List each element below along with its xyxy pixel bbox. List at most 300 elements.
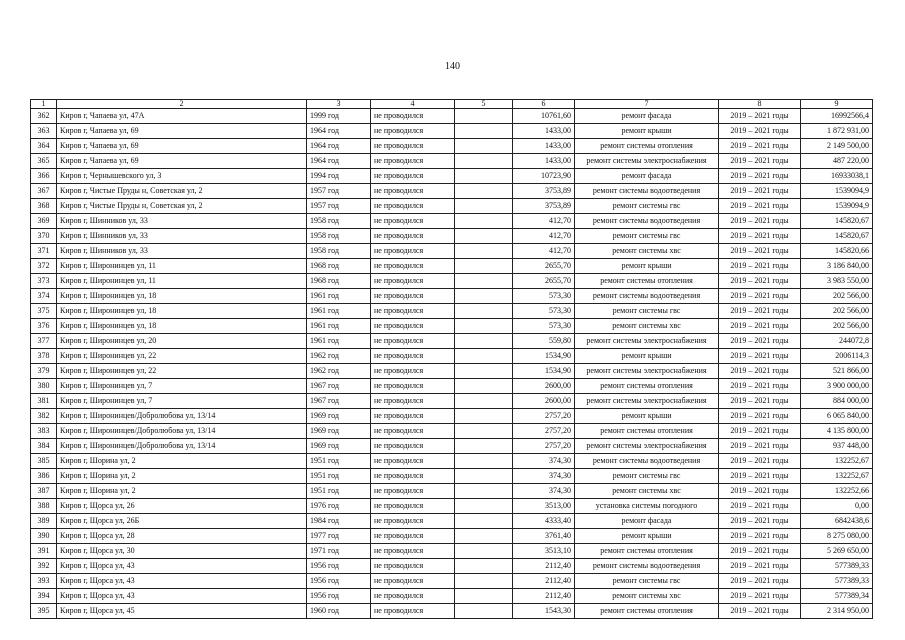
area-cell: 2757,20 (513, 439, 575, 454)
work-type-cell: ремонт системы хвс (575, 319, 719, 334)
table-row (31, 559, 873, 574)
period-cell: 2019 – 2021 годы (719, 544, 801, 559)
table-row (31, 229, 873, 244)
year-built-cell: 1964 год (307, 139, 371, 154)
cost-cell: 3 983 550,00 (801, 274, 873, 289)
address-cell: Киров г, Чапаева ул, 69 (57, 139, 307, 154)
cost-cell: 2006114,3 (801, 349, 873, 364)
work-type-cell: ремонт системы электроснабжения (575, 154, 719, 169)
area-cell: 10761,60 (513, 109, 575, 124)
area-cell: 374,30 (513, 469, 575, 484)
year-built-cell: 1977 год (307, 529, 371, 544)
work-type-cell: установка системы погодного (575, 499, 719, 514)
last-repair-cell: не проводился (371, 424, 455, 439)
work-type-cell: ремонт системы отопления (575, 544, 719, 559)
empty-cell (455, 124, 513, 139)
year-built-cell: 1956 год (307, 589, 371, 604)
work-type-cell: ремонт фасада (575, 169, 719, 184)
table-row (31, 289, 873, 304)
year-built-cell: 1957 год (307, 199, 371, 214)
year-built-cell: 1964 год (307, 154, 371, 169)
area-cell: 573,30 (513, 304, 575, 319)
period-cell: 2019 – 2021 годы (719, 229, 801, 244)
row-number-cell: 379 (31, 364, 57, 379)
period-cell: 2019 – 2021 годы (719, 259, 801, 274)
table-row (31, 304, 873, 319)
period-cell: 2019 – 2021 годы (719, 454, 801, 469)
area-cell: 2655,70 (513, 274, 575, 289)
year-built-cell: 1951 год (307, 454, 371, 469)
period-cell: 2019 – 2021 годы (719, 529, 801, 544)
last-repair-cell: не проводился (371, 394, 455, 409)
year-built-cell: 1969 год (307, 439, 371, 454)
last-repair-cell: не проводился (371, 529, 455, 544)
cost-cell: 487 220,00 (801, 154, 873, 169)
cost-cell: 16933038,1 (801, 169, 873, 184)
last-repair-cell: не проводился (371, 259, 455, 274)
last-repair-cell: не проводился (371, 604, 455, 619)
area-cell: 573,30 (513, 319, 575, 334)
row-number-cell: 387 (31, 484, 57, 499)
year-built-cell: 1958 год (307, 229, 371, 244)
cost-cell: 145820,67 (801, 214, 873, 229)
empty-cell (455, 304, 513, 319)
address-cell: Киров г, Шорина ул, 2 (57, 469, 307, 484)
last-repair-cell: не проводился (371, 169, 455, 184)
area-cell: 559,80 (513, 334, 575, 349)
period-cell: 2019 – 2021 годы (719, 499, 801, 514)
year-built-cell: 1956 год (307, 574, 371, 589)
period-cell: 2019 – 2021 годы (719, 394, 801, 409)
table-row (31, 259, 873, 274)
area-cell: 3513,00 (513, 499, 575, 514)
column-header: 6 (513, 100, 575, 109)
year-built-cell: 1958 год (307, 244, 371, 259)
year-built-cell: 1968 год (307, 259, 371, 274)
row-number-cell: 385 (31, 454, 57, 469)
last-repair-cell: не проводился (371, 379, 455, 394)
period-cell: 2019 – 2021 годы (719, 604, 801, 619)
year-built-cell: 1976 год (307, 499, 371, 514)
work-type-cell: ремонт системы отопления (575, 424, 719, 439)
empty-cell (455, 559, 513, 574)
period-cell: 2019 – 2021 годы (719, 439, 801, 454)
area-cell: 3761,40 (513, 529, 575, 544)
period-cell: 2019 – 2021 годы (719, 364, 801, 379)
address-cell: Киров г, Широнинцев ул, 7 (57, 394, 307, 409)
row-number-cell: 367 (31, 184, 57, 199)
area-cell: 1433,00 (513, 124, 575, 139)
work-type-cell: ремонт системы гвс (575, 199, 719, 214)
area-cell: 2112,40 (513, 589, 575, 604)
year-built-cell: 1968 год (307, 274, 371, 289)
empty-cell (455, 424, 513, 439)
table-body (31, 109, 873, 619)
last-repair-cell: не проводился (371, 139, 455, 154)
empty-cell (455, 469, 513, 484)
area-cell: 10723,90 (513, 169, 575, 184)
last-repair-cell: не проводился (371, 409, 455, 424)
cost-cell: 132252,67 (801, 469, 873, 484)
empty-cell (455, 439, 513, 454)
table-row (31, 604, 873, 619)
last-repair-cell: не проводился (371, 289, 455, 304)
cost-cell: 202 566,00 (801, 319, 873, 334)
cost-cell: 8 275 080,00 (801, 529, 873, 544)
last-repair-cell: не проводился (371, 199, 455, 214)
row-number-cell: 370 (31, 229, 57, 244)
column-header: 5 (455, 100, 513, 109)
cost-cell: 6 065 840,00 (801, 409, 873, 424)
work-type-cell: ремонт фасада (575, 109, 719, 124)
cost-cell: 132252,66 (801, 484, 873, 499)
area-cell: 2600,00 (513, 394, 575, 409)
cost-cell: 145820,67 (801, 229, 873, 244)
work-type-cell: ремонт системы отопления (575, 604, 719, 619)
work-type-cell: ремонт системы электроснабжения (575, 334, 719, 349)
address-cell: Киров г, Чапаева ул, 47А (57, 109, 307, 124)
period-cell: 2019 – 2021 годы (719, 409, 801, 424)
year-built-cell: 1961 год (307, 289, 371, 304)
last-repair-cell: не проводился (371, 484, 455, 499)
cost-cell: 937 448,00 (801, 439, 873, 454)
last-repair-cell: не проводился (371, 124, 455, 139)
row-number-cell: 362 (31, 109, 57, 124)
period-cell: 2019 – 2021 годы (719, 154, 801, 169)
row-number-cell: 376 (31, 319, 57, 334)
area-cell: 2112,40 (513, 574, 575, 589)
address-cell: Киров г, Шорина ул, 2 (57, 454, 307, 469)
area-cell: 412,70 (513, 229, 575, 244)
address-cell: Киров г, Широнинцев ул, 22 (57, 349, 307, 364)
last-repair-cell: не проводился (371, 544, 455, 559)
address-cell: Киров г, Чистые Пруды н, Советская ул, 2 (57, 199, 307, 214)
work-type-cell: ремонт системы отопления (575, 379, 719, 394)
address-cell: Киров г, Щорса ул, 26 (57, 499, 307, 514)
work-type-cell: ремонт системы электроснабжения (575, 364, 719, 379)
area-cell: 2757,20 (513, 424, 575, 439)
empty-cell (455, 349, 513, 364)
column-header: 4 (371, 100, 455, 109)
row-number-cell: 374 (31, 289, 57, 304)
empty-cell (455, 274, 513, 289)
year-built-cell: 1951 год (307, 484, 371, 499)
cost-cell: 3 900 000,00 (801, 379, 873, 394)
work-type-cell: ремонт системы водоотведения (575, 559, 719, 574)
last-repair-cell: не проводился (371, 559, 455, 574)
row-number-cell: 364 (31, 139, 57, 154)
empty-cell (455, 364, 513, 379)
period-cell: 2019 – 2021 годы (719, 184, 801, 199)
cost-cell: 577389,33 (801, 574, 873, 589)
work-type-cell: ремонт крыши (575, 529, 719, 544)
row-number-cell: 392 (31, 559, 57, 574)
address-cell: Киров г, Чернышевского ул, 3 (57, 169, 307, 184)
empty-cell (455, 184, 513, 199)
row-number-cell: 378 (31, 349, 57, 364)
address-cell: Киров г, Широнинцев/Добролюбова ул, 13/14 (57, 439, 307, 454)
table-row (31, 364, 873, 379)
year-built-cell: 1964 год (307, 124, 371, 139)
last-repair-cell: не проводился (371, 109, 455, 124)
work-type-cell: ремонт системы хвс (575, 589, 719, 604)
address-cell: Киров г, Щорса ул, 45 (57, 604, 307, 619)
cost-cell: 5 269 650,00 (801, 544, 873, 559)
table-row (31, 379, 873, 394)
empty-cell (455, 574, 513, 589)
period-cell: 2019 – 2021 годы (719, 574, 801, 589)
area-cell: 2655,70 (513, 259, 575, 274)
area-cell: 1534,90 (513, 349, 575, 364)
year-built-cell: 1962 год (307, 349, 371, 364)
address-cell: Киров г, Широнинцев ул, 18 (57, 319, 307, 334)
area-cell: 2112,40 (513, 559, 575, 574)
work-type-cell: ремонт системы гвс (575, 229, 719, 244)
table-row (31, 184, 873, 199)
cost-cell: 1 872 931,00 (801, 124, 873, 139)
table-row (31, 499, 873, 514)
table-header-row (31, 100, 873, 109)
empty-cell (455, 169, 513, 184)
cost-cell: 4 135 800,00 (801, 424, 873, 439)
area-cell: 3753,89 (513, 184, 575, 199)
address-cell: Киров г, Шорина ул, 2 (57, 484, 307, 499)
empty-cell (455, 229, 513, 244)
last-repair-cell: не проводился (371, 364, 455, 379)
address-cell: Киров г, Щорса ул, 43 (57, 574, 307, 589)
area-cell: 3753,89 (513, 199, 575, 214)
work-type-cell: ремонт крыши (575, 409, 719, 424)
period-cell: 2019 – 2021 годы (719, 274, 801, 289)
area-cell: 1433,00 (513, 154, 575, 169)
empty-cell (455, 154, 513, 169)
year-built-cell: 1951 год (307, 469, 371, 484)
address-cell: Киров г, Щорса ул, 26Б (57, 514, 307, 529)
last-repair-cell: не проводился (371, 574, 455, 589)
table-row (31, 544, 873, 559)
address-cell: Киров г, Широнинцев ул, 22 (57, 364, 307, 379)
last-repair-cell: не проводился (371, 229, 455, 244)
row-number-cell: 391 (31, 544, 57, 559)
row-number-cell: 363 (31, 124, 57, 139)
table-row (31, 484, 873, 499)
row-number-cell: 384 (31, 439, 57, 454)
work-type-cell: ремонт системы гвс (575, 469, 719, 484)
year-built-cell: 1961 год (307, 334, 371, 349)
row-number-cell: 386 (31, 469, 57, 484)
row-number-cell: 381 (31, 394, 57, 409)
cost-cell: 884 000,00 (801, 394, 873, 409)
address-cell: Киров г, Широнинцев ул, 20 (57, 334, 307, 349)
table-row (31, 109, 873, 124)
work-type-cell: ремонт системы хвс (575, 484, 719, 499)
address-cell: Киров г, Щорса ул, 30 (57, 544, 307, 559)
row-number-cell: 373 (31, 274, 57, 289)
period-cell: 2019 – 2021 годы (719, 304, 801, 319)
page-number: 140 (445, 61, 460, 72)
area-cell: 1433,00 (513, 139, 575, 154)
repair-program-table (30, 99, 873, 619)
period-cell: 2019 – 2021 годы (719, 379, 801, 394)
address-cell: Киров г, Широнинцев/Добролюбова ул, 13/14 (57, 424, 307, 439)
work-type-cell: ремонт системы электроснабжения (575, 394, 719, 409)
cost-cell: 132252,67 (801, 454, 873, 469)
table-row (31, 439, 873, 454)
column-header: 2 (57, 100, 307, 109)
address-cell: Киров г, Щорса ул, 28 (57, 529, 307, 544)
address-cell: Киров г, Щорса ул, 43 (57, 559, 307, 574)
empty-cell (455, 244, 513, 259)
empty-cell (455, 589, 513, 604)
empty-cell (455, 499, 513, 514)
empty-cell (455, 409, 513, 424)
empty-cell (455, 109, 513, 124)
cost-cell: 1539094,9 (801, 184, 873, 199)
work-type-cell: ремонт системы гвс (575, 304, 719, 319)
last-repair-cell: не проводился (371, 304, 455, 319)
period-cell: 2019 – 2021 годы (719, 139, 801, 154)
area-cell: 573,30 (513, 289, 575, 304)
row-number-cell: 368 (31, 199, 57, 214)
row-number-cell: 377 (31, 334, 57, 349)
period-cell: 2019 – 2021 годы (719, 319, 801, 334)
table-row (31, 154, 873, 169)
address-cell: Киров г, Широнинцев ул, 11 (57, 259, 307, 274)
last-repair-cell: не проводился (371, 244, 455, 259)
table-row (31, 409, 873, 424)
last-repair-cell: не проводился (371, 454, 455, 469)
last-repair-cell: не проводился (371, 439, 455, 454)
year-built-cell: 1967 год (307, 379, 371, 394)
table-row (31, 124, 873, 139)
year-built-cell: 1984 год (307, 514, 371, 529)
table-row (31, 139, 873, 154)
work-type-cell: ремонт крыши (575, 259, 719, 274)
area-cell: 1543,30 (513, 604, 575, 619)
row-number-cell: 366 (31, 169, 57, 184)
address-cell: Киров г, Чистые Пруды н, Советская ул, 2 (57, 184, 307, 199)
table-row (31, 514, 873, 529)
area-cell: 2757,20 (513, 409, 575, 424)
address-cell: Киров г, Широнинцев/Добролюбова ул, 13/14 (57, 409, 307, 424)
area-cell: 3513,10 (513, 544, 575, 559)
row-number-cell: 382 (31, 409, 57, 424)
year-built-cell: 1962 год (307, 364, 371, 379)
last-repair-cell: не проводился (371, 589, 455, 604)
address-cell: Киров г, Шинников ул, 33 (57, 244, 307, 259)
work-type-cell: ремонт крыши (575, 349, 719, 364)
work-type-cell: ремонт системы отопления (575, 139, 719, 154)
empty-cell (455, 259, 513, 274)
year-built-cell: 1969 год (307, 424, 371, 439)
cost-cell: 244072,8 (801, 334, 873, 349)
work-type-cell: ремонт крыши (575, 124, 719, 139)
last-repair-cell: не проводился (371, 469, 455, 484)
table-row (31, 349, 873, 364)
table-row (31, 319, 873, 334)
table-row (31, 214, 873, 229)
address-cell: Киров г, Широнинцев ул, 18 (57, 289, 307, 304)
work-type-cell: ремонт системы гвс (575, 574, 719, 589)
cost-cell: 0,00 (801, 499, 873, 514)
table-row (31, 574, 873, 589)
area-cell: 4333,40 (513, 514, 575, 529)
table-row (31, 589, 873, 604)
address-cell: Киров г, Шинников ул, 33 (57, 214, 307, 229)
last-repair-cell: не проводился (371, 184, 455, 199)
last-repair-cell: не проводился (371, 319, 455, 334)
last-repair-cell: не проводился (371, 499, 455, 514)
cost-cell: 2 149 500,00 (801, 139, 873, 154)
empty-cell (455, 139, 513, 154)
year-built-cell: 1999 год (307, 109, 371, 124)
column-header: 9 (801, 100, 873, 109)
table-row (31, 424, 873, 439)
year-built-cell: 1956 год (307, 559, 371, 574)
cost-cell: 1539094,9 (801, 199, 873, 214)
last-repair-cell: не проводился (371, 214, 455, 229)
empty-cell (455, 394, 513, 409)
period-cell: 2019 – 2021 годы (719, 424, 801, 439)
work-type-cell: ремонт системы водоотведения (575, 214, 719, 229)
column-header: 1 (31, 100, 57, 109)
table-row (31, 454, 873, 469)
table-row (31, 169, 873, 184)
column-header: 7 (575, 100, 719, 109)
period-cell: 2019 – 2021 годы (719, 589, 801, 604)
empty-cell (455, 454, 513, 469)
table-row (31, 394, 873, 409)
empty-cell (455, 544, 513, 559)
empty-cell (455, 319, 513, 334)
empty-cell (455, 334, 513, 349)
period-cell: 2019 – 2021 годы (719, 484, 801, 499)
address-cell: Киров г, Чапаева ул, 69 (57, 124, 307, 139)
row-number-cell: 389 (31, 514, 57, 529)
row-number-cell: 380 (31, 379, 57, 394)
period-cell: 2019 – 2021 годы (719, 124, 801, 139)
row-number-cell: 372 (31, 259, 57, 274)
row-number-cell: 369 (31, 214, 57, 229)
cost-cell: 6842438,6 (801, 514, 873, 529)
area-cell: 374,30 (513, 454, 575, 469)
period-cell: 2019 – 2021 годы (719, 349, 801, 364)
row-number-cell: 371 (31, 244, 57, 259)
work-type-cell: ремонт системы электроснабжения (575, 439, 719, 454)
last-repair-cell: не проводился (371, 274, 455, 289)
year-built-cell: 1957 год (307, 184, 371, 199)
cost-cell: 577389,34 (801, 589, 873, 604)
address-cell: Киров г, Широнинцев ул, 7 (57, 379, 307, 394)
work-type-cell: ремонт системы водоотведения (575, 184, 719, 199)
period-cell: 2019 – 2021 годы (719, 289, 801, 304)
address-cell: Киров г, Широнинцев ул, 18 (57, 304, 307, 319)
area-cell: 412,70 (513, 214, 575, 229)
period-cell: 2019 – 2021 годы (719, 169, 801, 184)
period-cell: 2019 – 2021 годы (719, 214, 801, 229)
year-built-cell: 1960 год (307, 604, 371, 619)
empty-cell (455, 199, 513, 214)
address-cell: Киров г, Чапаева ул, 69 (57, 154, 307, 169)
column-header: 3 (307, 100, 371, 109)
empty-cell (455, 484, 513, 499)
cost-cell: 577389,33 (801, 559, 873, 574)
last-repair-cell: не проводился (371, 334, 455, 349)
column-header: 8 (719, 100, 801, 109)
cost-cell: 2 314 950,00 (801, 604, 873, 619)
year-built-cell: 1958 год (307, 214, 371, 229)
cost-cell: 202 566,00 (801, 289, 873, 304)
